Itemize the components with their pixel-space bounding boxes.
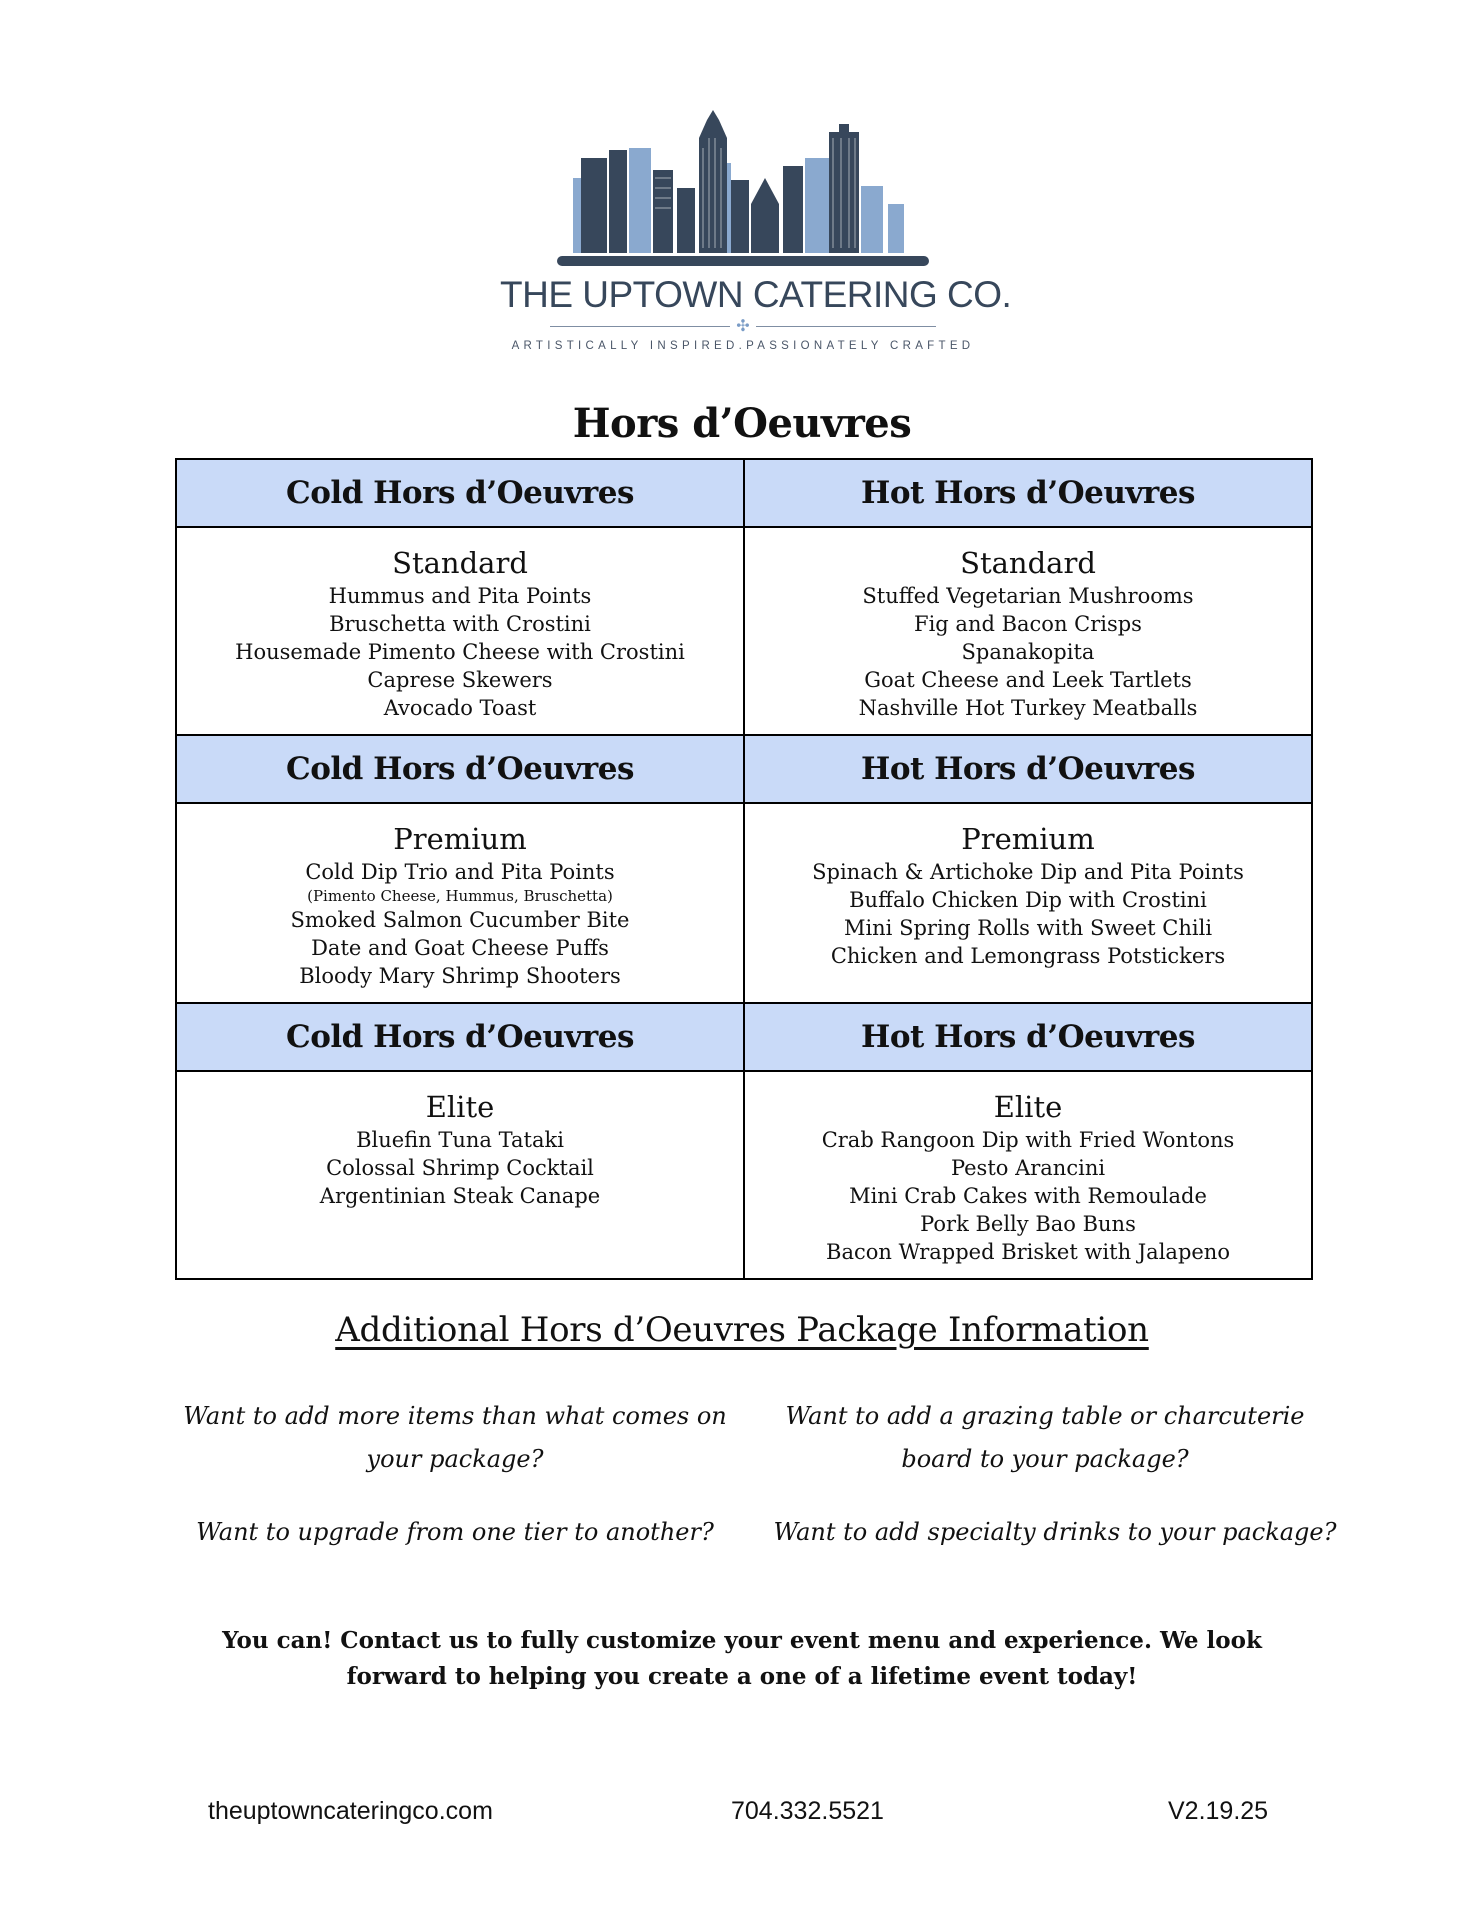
menu-header-row xyxy=(176,735,1312,803)
menu-body-row xyxy=(176,527,1312,735)
question-specialty-drinks: Want to add specialty drinks to your package? xyxy=(773,1518,1337,1546)
cold-premium-cell xyxy=(176,803,744,1003)
menu-table xyxy=(175,458,1313,1280)
question-more-items: Want to add more items than what comes on your package? xyxy=(183,1402,727,1473)
menu-item: Goat Cheese and Leek Tartlets xyxy=(864,668,1192,692)
menu-item: Hummus and Pita Points xyxy=(328,584,592,608)
menu-item: Argentinian Steak Canape xyxy=(319,1184,601,1208)
hot-elite-cell xyxy=(744,1071,1312,1279)
additional-info-title: Additional Hors d’Oeuvres Package Information xyxy=(335,1310,1149,1350)
footer-version: V2.19.25 xyxy=(1168,1797,1269,1825)
brand-logo xyxy=(500,108,1012,364)
brand-divider xyxy=(500,318,986,334)
menu-item: Bacon Wrapped Brisket with Jalapeno xyxy=(826,1240,1230,1264)
city-skyline-icon xyxy=(543,108,943,270)
menu-item: Pesto Arancini xyxy=(950,1156,1106,1180)
call-to-action: You can! Contact us to fully customize your event menu and experience. We look forward to helping you create a one of a lifetime event today! xyxy=(222,1627,1262,1690)
tier-name: Premium xyxy=(961,822,1095,856)
cold-heading: Cold Hors d’Oeuvres xyxy=(176,1003,744,1071)
menu-item: Housemade Pimento Cheese with Crostini xyxy=(235,640,685,664)
question-upgrade-tier: Want to upgrade from one tier to another? xyxy=(196,1518,714,1546)
menu-item-note: (Pimento Cheese, Hummus, Bruschetta) xyxy=(307,887,613,905)
cold-standard-cell xyxy=(176,527,744,735)
menu-item: Buffalo Chicken Dip with Crostini xyxy=(849,888,1207,912)
menu-body-row xyxy=(176,803,1312,1003)
cold-heading: Cold Hors d’Oeuvres xyxy=(176,735,744,803)
menu-item: Stuffed Vegetarian Mushrooms xyxy=(862,584,1194,608)
tier-name: Elite xyxy=(425,1090,495,1124)
cold-heading: Cold Hors d’Oeuvres xyxy=(176,459,744,527)
menu-item: Cold Dip Trio and Pita Points xyxy=(305,860,615,884)
ornament-icon: ✣ xyxy=(736,316,750,335)
hot-heading: Hot Hors d’Oeuvres xyxy=(744,459,1312,527)
tier-name: Premium xyxy=(393,822,527,856)
footer-phone[interactable]: 704.332.5521 xyxy=(731,1797,884,1825)
hot-premium-cell xyxy=(744,803,1312,1003)
question-grazing-table: Want to add a grazing table or charcuterie board to your package? xyxy=(785,1402,1305,1473)
tier-name: Standard xyxy=(960,546,1096,580)
menu-item: Colossal Shrimp Cocktail xyxy=(326,1156,594,1180)
menu-body-row xyxy=(176,1071,1312,1279)
brand-name: THE UPTOWN CATERING CO. xyxy=(500,274,1012,315)
menu-header-row xyxy=(176,459,1312,527)
menu-item: Chicken and Lemongrass Potstickers xyxy=(830,944,1226,968)
menu-item: Mini Crab Cakes with Remoulade xyxy=(849,1184,1207,1208)
menu-item: Pork Belly Bao Buns xyxy=(920,1212,1136,1236)
menu-item: Date and Goat Cheese Puffs xyxy=(311,936,609,960)
menu-item: Crab Rangoon Dip with Fried Wontons xyxy=(821,1128,1235,1152)
menu-item: Spanakopita xyxy=(961,640,1095,664)
menu-item: Bloody Mary Shrimp Shooters xyxy=(299,964,621,988)
menu-header-row xyxy=(176,1003,1312,1071)
menu-item: Bruschetta with Crostini xyxy=(329,612,591,636)
tier-name: Standard xyxy=(392,546,528,580)
menu-item: Fig and Bacon Crisps xyxy=(914,612,1142,636)
menu-item: Avocado Toast xyxy=(383,696,537,720)
menu-item: Bluefin Tuna Tataki xyxy=(356,1128,564,1152)
brand-tagline: ARTISTICALLY INSPIRED.PASSIONATELY CRAFTED xyxy=(511,340,975,352)
page-title: Hors d’Oeuvres xyxy=(572,400,912,447)
cold-elite-cell xyxy=(176,1071,744,1279)
menu-item: Nashville Hot Turkey Meatballs xyxy=(858,696,1198,720)
menu-item: Caprese Skewers xyxy=(367,668,553,692)
menu-item: Mini Spring Rolls with Sweet Chili xyxy=(843,916,1213,940)
hot-heading: Hot Hors d’Oeuvres xyxy=(744,735,1312,803)
tier-name: Elite xyxy=(993,1090,1063,1124)
footer-website[interactable]: theuptowncateringco.com xyxy=(208,1797,493,1825)
menu-item: Spinach & Artichoke Dip and Pita Points xyxy=(812,860,1244,884)
hot-heading: Hot Hors d’Oeuvres xyxy=(744,1003,1312,1071)
menu-item: Smoked Salmon Cucumber Bite xyxy=(290,908,630,932)
hot-standard-cell xyxy=(744,527,1312,735)
